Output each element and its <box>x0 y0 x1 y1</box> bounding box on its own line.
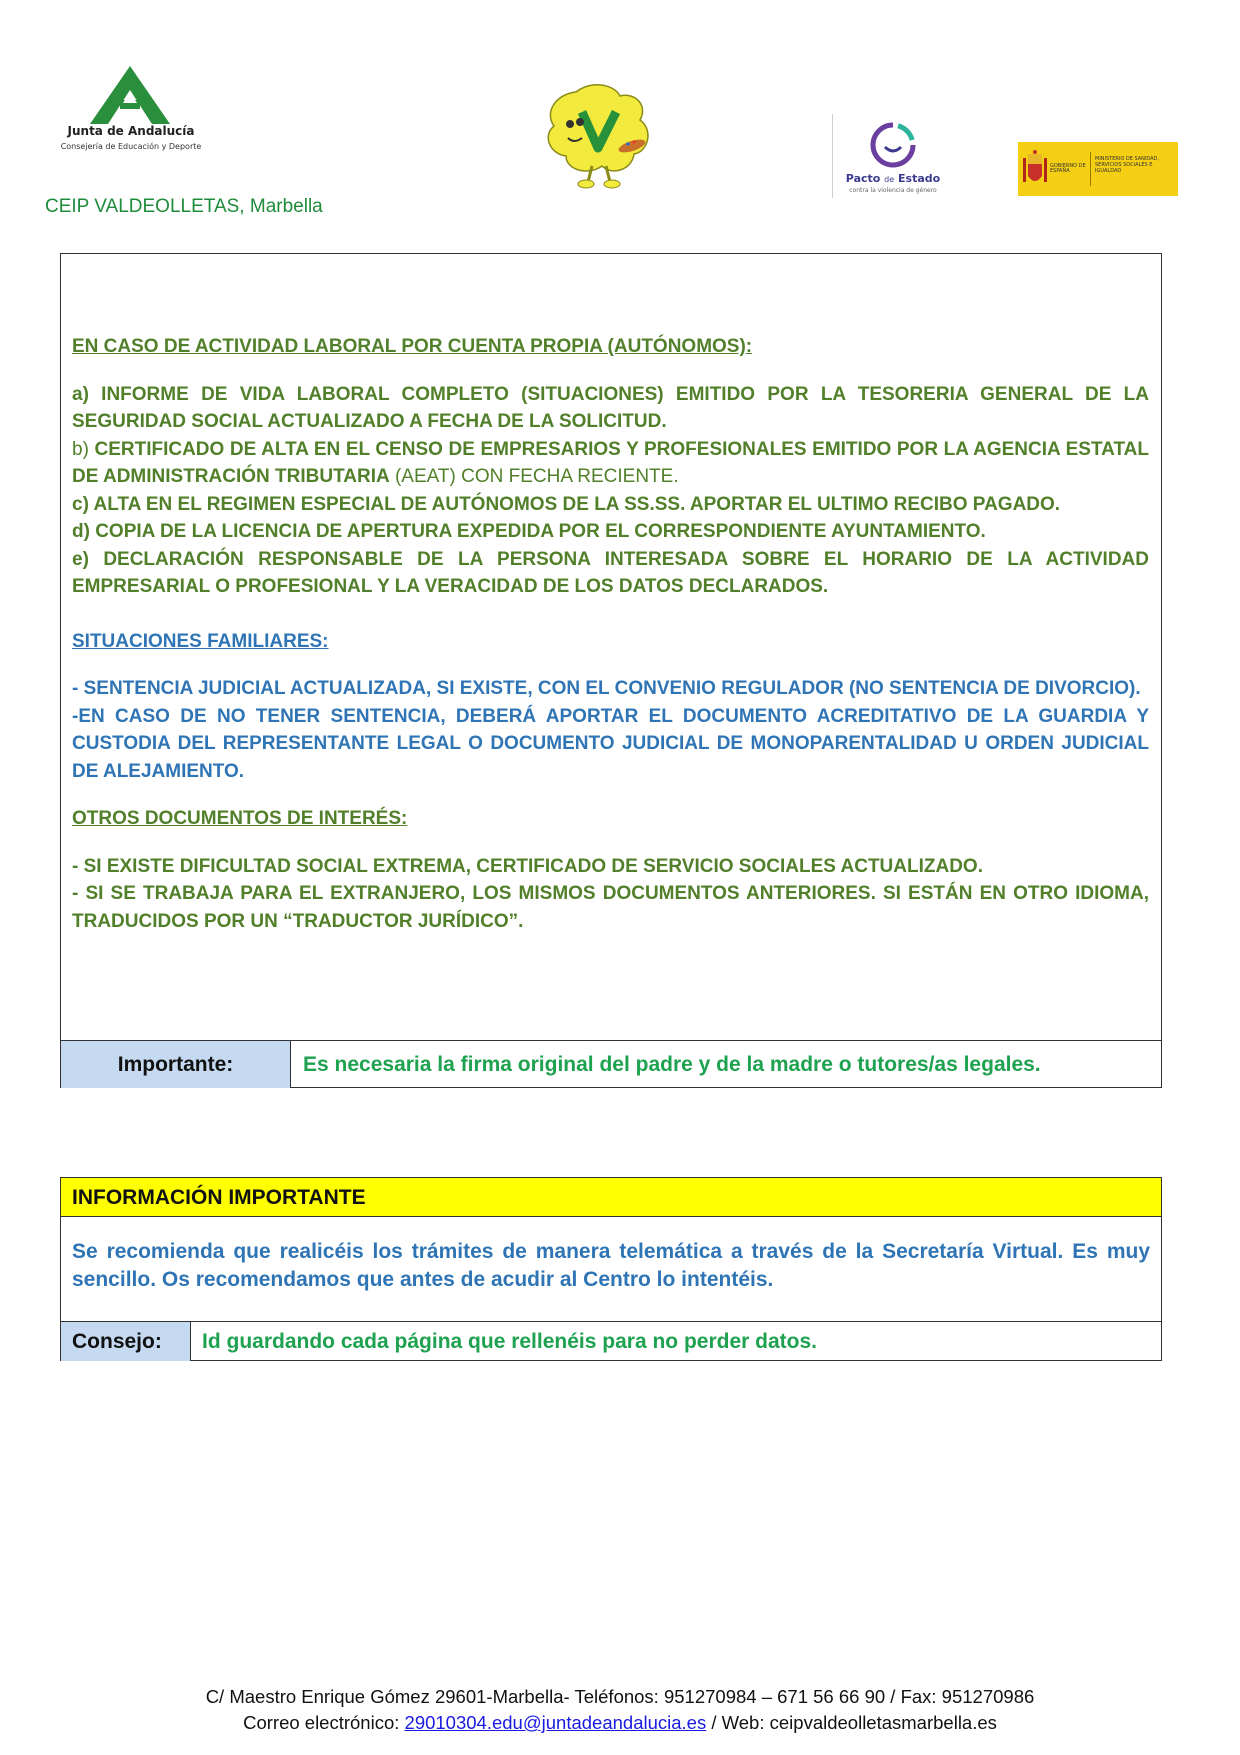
otros-item-2: - SI SE TRABAJA PARA EL EXTRANJERO, LOS MISMOS DOCUMENTOS ANTERIORES. SI ESTÁN EN OTRO IDIOMA, TRADUCIDOS POR UN “TRADUCTOR JURÍDICO”. <box>72 883 1149 932</box>
pacto-title-b: Estado <box>898 172 941 185</box>
info-body: Se recomienda que realicéis los trámites de manera telemática a través de la Secretaría Virtual. Es muy sencillo. Os recomendamos que antes de acudir al Centro lo intentéis. <box>72 1240 1150 1291</box>
pacto-subtitle: contra la violencia de género <box>849 187 937 194</box>
ministerio-text: MINISTERIO DE SANIDAD, SERVICIOS SOCIALES E IGUALDAD <box>1095 156 1159 174</box>
junta-subtitle: Consejería de Educación y Deporte <box>60 142 202 151</box>
otros-heading: OTROS DOCUMENTOS DE INTERÉS: <box>72 808 408 829</box>
familiares-item-2: -EN CASO DE NO TENER SENTENCIA, DEBERÁ APORTAR EL DOCUMENTO ACREDITATIVO DE LA GUARDIA Y CUSTODIA DEL REPRESENTANTE LEGAL O DOCUMENTO JUDICIAL DE MONOPARENTALIDAD U ORDEN JUDICIAL DE ALEJAMIENTO. <box>72 705 1149 782</box>
school-mascot-logo <box>536 82 660 190</box>
footer-web: ceipvaldeolletasmarbella.es <box>769 1712 997 1733</box>
gobierno-text: GOBIERNO DE ESPAÑA <box>1050 163 1086 174</box>
consejo-row <box>61 1321 1161 1361</box>
pacto-ring-icon <box>868 120 918 170</box>
junta-andalucia-emblem-icon <box>90 66 170 124</box>
importante-text: Es necesaria la firma original del padre y de la madre o tutores/as legales. <box>303 1053 1041 1076</box>
pacto-title <box>833 172 953 185</box>
autonomos-item-b-prefix: b) <box>72 438 89 460</box>
gobierno-divider <box>1090 152 1091 186</box>
pacto-title-de: de <box>884 175 895 184</box>
footer-web-label: / Web: <box>706 1712 770 1733</box>
junta-name: Junta de Andalucía <box>67 124 195 138</box>
autonomos-item-d: d) COPIA DE LA LICENCIA DE APERTURA EXPEDIDA POR EL CORRESPONDIENTE AYUNTAMIENTO. <box>72 521 986 542</box>
consejo-text: Id guardando cada página que rellenéis para no perder datos. <box>202 1330 817 1353</box>
autonomos-item-b-bold: CERTIFICADO DE ALTA EN EL CENSO DE EMPRESARIOS Y PROFESIONALES EMITIDO POR LA AGENCIA ESTATAL DE ADMINISTRACIÓN TRIBUTARIA <box>72 438 1149 487</box>
autonomos-item-e: e) DECLARACIÓN RESPONSABLE DE LA PERSONA INTERESADA SOBRE EL HORARIO DE LA ACTIVIDAD EMPRESARIAL O PROFESIONAL Y LA VERACIDAD DE LOS DATOS DECLARADOS. <box>72 548 1149 597</box>
familiares-item-1: - SENTENCIA JUDICIAL ACTUALIZADA, SI EXISTE, CON EL CONVENIO REGULADOR (NO SENTENCIA DE DIVORCIO). <box>72 678 1141 699</box>
spain-coat-of-arms-icon <box>1023 150 1047 188</box>
footer <box>0 1684 1240 1736</box>
footer-email-label: Correo electrónico: <box>243 1712 405 1733</box>
otros-item-1: - SI EXISTE DIFICULTAD SOCIAL EXTREMA, CERTIFICADO DE SERVICIO SOCIALES ACTUALIZADO. <box>72 855 983 877</box>
info-heading: INFORMACIÓN IMPORTANTE <box>61 1178 1161 1217</box>
junta-andalucia-logo <box>56 66 206 166</box>
autonomos-heading: EN CASO DE ACTIVIDAD LABORAL POR CUENTA PROPIA (AUTÓNOMOS): <box>72 336 753 357</box>
school-name: CEIP VALDEOLLETAS, Marbella <box>45 196 323 217</box>
consejo-label: Consejo: <box>61 1322 191 1361</box>
documents-content <box>72 333 1149 935</box>
importante-label: Importante: <box>61 1041 291 1088</box>
importante-row <box>61 1040 1161 1088</box>
autonomos-item-a: a) INFORME DE VIDA LABORAL COMPLETO (SITUACIONES) EMITIDO POR LA TESORERIA GENERAL DE LA SEGURIDAD SOCIAL ACTUALIZADO A FECHA DE LA SOLICITUD. <box>72 383 1149 432</box>
mascot-leaf-icon <box>536 82 660 190</box>
pacto-title-a: Pacto <box>845 172 881 185</box>
autonomos-item-c: c) ALTA EN EL REGIMEN ESPECIAL DE AUTÓNOMOS DE LA SS.SS. APORTAR EL ULTIMO RECIBO PAGADO. <box>72 493 1061 515</box>
footer-address: C/ Maestro Enrique Gómez 29601-Marbella- Teléfonos: 951270984 – 671 56 66 90 / Fax: 951270986 <box>205 1686 1035 1707</box>
footer-contact <box>0 1710 1240 1736</box>
gobierno-espana-logo <box>1018 142 1178 196</box>
autonomos-item-b-suffix: (AEAT) CON FECHA RECIENTE. <box>389 466 679 487</box>
documents-box <box>60 253 1162 1088</box>
familiares-heading: SITUACIONES FAMILIARES: <box>72 630 329 652</box>
autonomos-item-b <box>72 436 1149 491</box>
footer-email-link[interactable]: 29010304.edu@juntadeandalucia.es <box>404 1712 707 1733</box>
info-box <box>60 1177 1162 1361</box>
pacto-de-estado-logo <box>832 114 953 198</box>
